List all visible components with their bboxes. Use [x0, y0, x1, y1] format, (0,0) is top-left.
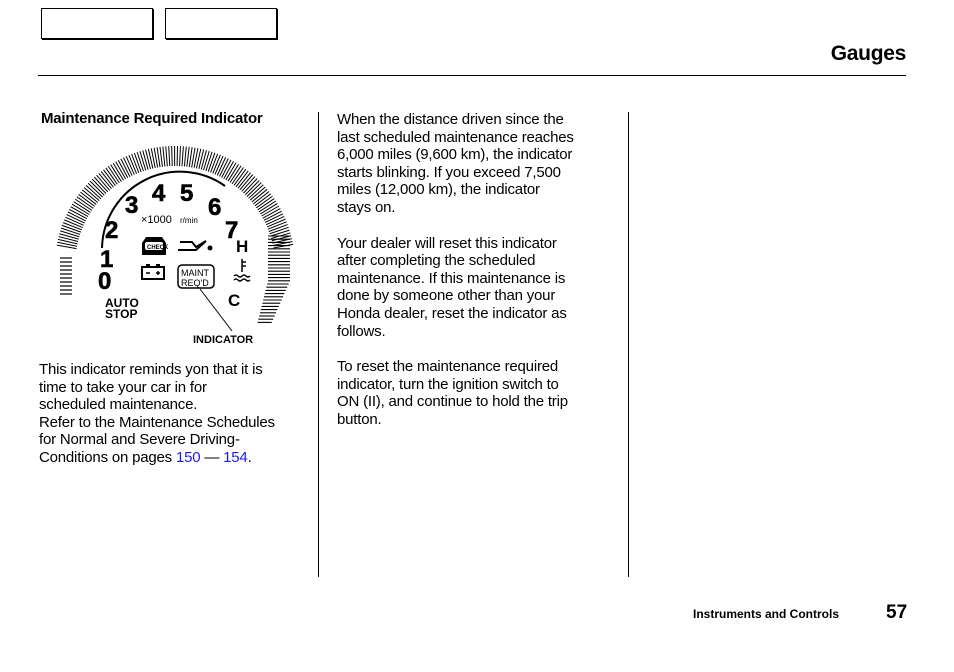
- tach-number-4: 4: [152, 180, 166, 207]
- body-line-prefix: Conditions on pages: [39, 448, 176, 466]
- tachometer-illustration: [50, 138, 308, 333]
- body-line: maintenance. If this maintenance is: [337, 269, 566, 287]
- body-line: ON (II), and continue to hold the trip: [337, 393, 568, 411]
- body-line: When the distance driven since the: [337, 111, 564, 128]
- body-line: Honda dealer, reset the indicator as: [337, 304, 567, 322]
- paragraph-3: [337, 358, 615, 428]
- column-divider-left: [318, 112, 319, 577]
- page-link-150[interactable]: 150: [175, 448, 201, 466]
- body-line-suffix: .: [247, 448, 252, 466]
- body-line: scheduled maintenance.: [39, 396, 198, 414]
- body-line: 6,000 miles (9,600 km), the indicator: [337, 146, 573, 164]
- temp-hot-label: H: [236, 237, 249, 256]
- maintenance-required-light: [178, 265, 214, 288]
- page-title: Gauges: [830, 42, 906, 65]
- body-line: [39, 449, 314, 467]
- body-line: This indicator reminds yon that it is: [39, 361, 263, 378]
- tach-number-0: 0: [98, 268, 112, 295]
- range-separator: —: [200, 448, 224, 466]
- column-divider-right: [628, 112, 629, 577]
- auto-stop-line1: AUTO: [105, 296, 139, 310]
- left-body-text: [39, 361, 314, 467]
- body-line: last scheduled maintenance reaches: [337, 128, 574, 146]
- maint-label-line1: MAINT: [181, 268, 209, 278]
- temp-cold-label: C: [228, 291, 241, 310]
- body-line: for Normal and Severe Driving-: [39, 431, 240, 449]
- figure-caption: INDICATOR: [193, 334, 254, 346]
- paragraph-2: [337, 235, 615, 341]
- tach-number-2: 2: [105, 217, 119, 244]
- body-line: stays on.: [337, 198, 396, 216]
- tach-number-6: 6: [208, 194, 222, 221]
- tach-unit: r/min: [180, 216, 198, 225]
- body-line: follows.: [337, 322, 386, 340]
- body-line: miles (12,000 km), the indicator: [337, 181, 540, 199]
- body-line: indicator, turn the ignition switch to: [337, 375, 559, 393]
- tach-number-3: 3: [125, 192, 139, 219]
- nav-button-next[interactable]: [165, 8, 277, 39]
- tach-number-1: 1: [100, 246, 114, 273]
- right-body-text: [337, 111, 615, 447]
- footer-section-title: Instruments and Controls: [693, 607, 840, 621]
- paragraph-1: [337, 111, 615, 217]
- maint-label-line2: REQ'D: [181, 278, 209, 288]
- tach-tick: [172, 146, 173, 166]
- check-label: CHECK: [147, 245, 169, 251]
- body-line: time to take your car in for: [39, 378, 207, 396]
- tach-multiplier: ×1000: [141, 214, 172, 226]
- body-line: Your dealer will reset this indicator: [337, 234, 557, 252]
- auto-stop-line2: STOP: [105, 307, 138, 321]
- nav-button-previous[interactable]: [41, 8, 153, 39]
- body-line: starts blinking. If you exceed 7,500: [337, 163, 561, 181]
- body-line: Refer to the Maintenance Schedules: [39, 413, 275, 431]
- body-line: To reset the maintenance required: [337, 358, 559, 376]
- tach-number-7: 7: [225, 217, 239, 244]
- tach-number-5: 5: [180, 180, 194, 207]
- body-line: after completing the scheduled: [337, 252, 536, 270]
- page-link-154[interactable]: 154: [223, 448, 248, 466]
- header-rule: [38, 75, 906, 76]
- body-line: button.: [337, 410, 382, 428]
- section-subheading: Maintenance Required Indicator: [41, 110, 263, 127]
- page-number: 57: [886, 602, 908, 623]
- body-line: done by someone other than your: [337, 287, 556, 305]
